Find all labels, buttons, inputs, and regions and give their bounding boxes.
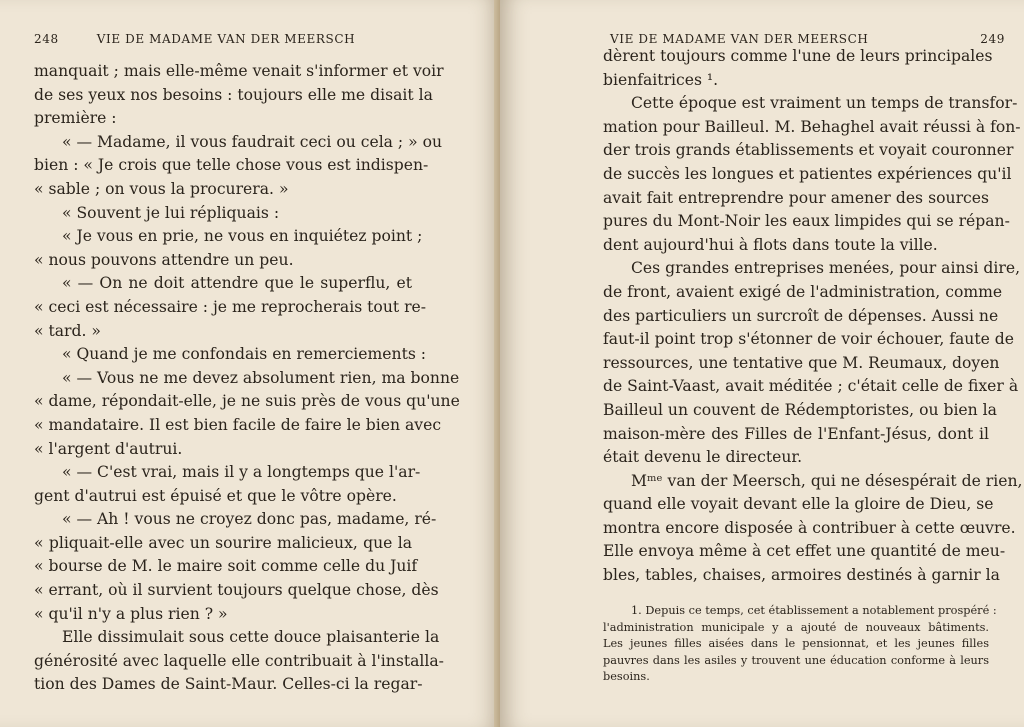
text-line: montra encore disposée à contribuer à cette œuvre.: [603, 518, 1016, 537]
text-line: « Souvent je lui répliquais :: [62, 203, 280, 222]
text-line: tion des Dames de Saint-Maur. Celles-ci la regar-: [34, 675, 423, 694]
text-line: première :: [34, 109, 117, 128]
text-line: « — Vous ne me devez absolument rien, ma bonne: [62, 368, 460, 387]
left-page: [0, 0, 500, 727]
text-line: avait fait entreprendre pour amener des sources: [603, 188, 989, 207]
text-line: « nous pouvons attendre un peu.: [34, 250, 294, 269]
text-line: maison-mère des Filles de l'Enfant-Jésus, dont il: [603, 424, 989, 443]
text-line: Elle dissimulait sous cette douce plaisanterie la: [62, 628, 440, 647]
text-line: était devenu le directeur.: [603, 448, 803, 467]
left-page-number: 248: [34, 32, 59, 46]
text-line: « dame, répondait-elle, je ne suis près de vous qu'une: [34, 392, 460, 411]
text-line: de front, avaient exigé de l'administration, comme: [603, 282, 1003, 301]
text-line: bienfaitrices ¹.: [603, 70, 719, 89]
text-line: faut-il point trop s'étonner de voir échouer, faute de: [603, 330, 1015, 349]
text-line: « bourse de M. le maire soit comme celle du Juif: [34, 557, 418, 576]
footnote-line: 1. Depuis ce temps, cet établissement a notablement prospéré :: [631, 604, 997, 617]
text-line: des particuliers un surcroît de dépenses. Aussi ne: [603, 306, 999, 325]
right-running-head: VIE DE MADAME VAN DER MEERSCH: [610, 32, 869, 46]
text-line: « l'argent d'autrui.: [34, 439, 183, 458]
text-line: « — C'est vrai, mais il y a longtemps que l'ar-: [62, 463, 421, 482]
text-line: Bailleul un couvent de Rédemptoristes, ou bien la: [603, 400, 997, 419]
footnote-line: besoins.: [603, 670, 650, 683]
footnote-line: pauvres dans les asiles y trouvent une éducation conforme à leurs: [603, 653, 989, 667]
text-line: Cette époque est vraiment un temps de transfor-: [631, 94, 1018, 113]
text-line: dent aujourd'hui à flots dans toute la ville.: [603, 235, 938, 254]
text-line: manquait ; mais elle-même venait s'informer et voir: [34, 62, 444, 80]
text-line: pures du Mont-Noir les eaux limpides qui se répan-: [603, 212, 1010, 231]
text-line: de Saint-Vaast, avait méditée ; c'était celle de fixer à: [603, 377, 1019, 396]
text-line: « — Ah ! vous ne croyez donc pas, madame, ré-: [62, 510, 437, 529]
text-line: dèrent toujours comme l'une de leurs principales: [603, 47, 993, 65]
text-line: « mandataire. Il est bien facile de faire le bien avec: [34, 415, 442, 434]
right-page-number: 249: [980, 32, 1005, 46]
text-line: gent d'autrui est épuisé et que le vôtre opère.: [34, 486, 397, 505]
footnote: [603, 603, 997, 686]
right-body-text: [603, 45, 1023, 588]
left-running-head: VIE DE MADAME VAN DER MEERSCH: [96, 32, 356, 46]
text-line: Mᵐᵉ van der Meersch, qui ne désespérait de rien,: [631, 471, 1023, 490]
text-line: « errant, où il survient toujours quelque chose, dès: [34, 581, 439, 600]
text-line: « — Madame, il vous faudrait ceci ou cela ; » ou: [62, 132, 443, 151]
text-line: bien : « Je crois que telle chose vous est indispen-: [34, 156, 429, 175]
text-line: de succès les longues et patientes expériences qu'il: [603, 164, 1012, 183]
left-body-text: [34, 60, 460, 697]
text-line: « — On ne doit attendre que le superflu, et: [62, 274, 412, 293]
left-running-header: [34, 32, 429, 46]
text-line: « qu'il n'y a plus rien ? »: [34, 604, 228, 623]
text-line: mation pour Bailleul. M. Behaghel avait réussi à fon-: [603, 117, 1021, 136]
text-line: quand elle voyait devant elle la gloire de Dieu, se: [603, 495, 994, 514]
text-line: Ces grandes entreprises menées, pour ainsi dire,: [631, 259, 1021, 278]
text-line: « tard. »: [34, 321, 101, 340]
text-line: de ses yeux nos besoins : toujours elle me disait la: [34, 85, 433, 104]
text-line: « Je vous en prie, ne vous en inquiétez point ;: [62, 227, 423, 246]
footnote-line: Les jeunes filles aisées dans le pensionnat, et les jeunes filles: [603, 637, 989, 650]
text-line: « sable ; on vous la procurera. »: [34, 179, 289, 198]
text-line: Elle envoya même à cet effet une quantité de meu-: [603, 542, 1006, 561]
text-line: « Quand je me confondais en remerciements :: [62, 345, 427, 364]
right-running-header: [610, 32, 1005, 46]
footnote-line: l'administration municipale y a ajouté de nouveaux bâtiments.: [603, 620, 989, 634]
right-page: [500, 0, 1024, 727]
text-line: der trois grands établissements et voyait couronner: [603, 141, 1014, 160]
text-line: « pliquait-elle avec un sourire malicieux, que la: [34, 533, 412, 552]
text-line: « ceci est nécessaire : je me reprocherais tout re-: [34, 297, 427, 316]
text-line: bles, tables, chaises, armoires destinés à garnir la: [603, 566, 1000, 585]
text-line: ressources, une tentative que M. Reumaux, doyen: [603, 353, 1000, 372]
text-line: générosité avec laquelle elle contribuait à l'installa-: [34, 651, 444, 670]
